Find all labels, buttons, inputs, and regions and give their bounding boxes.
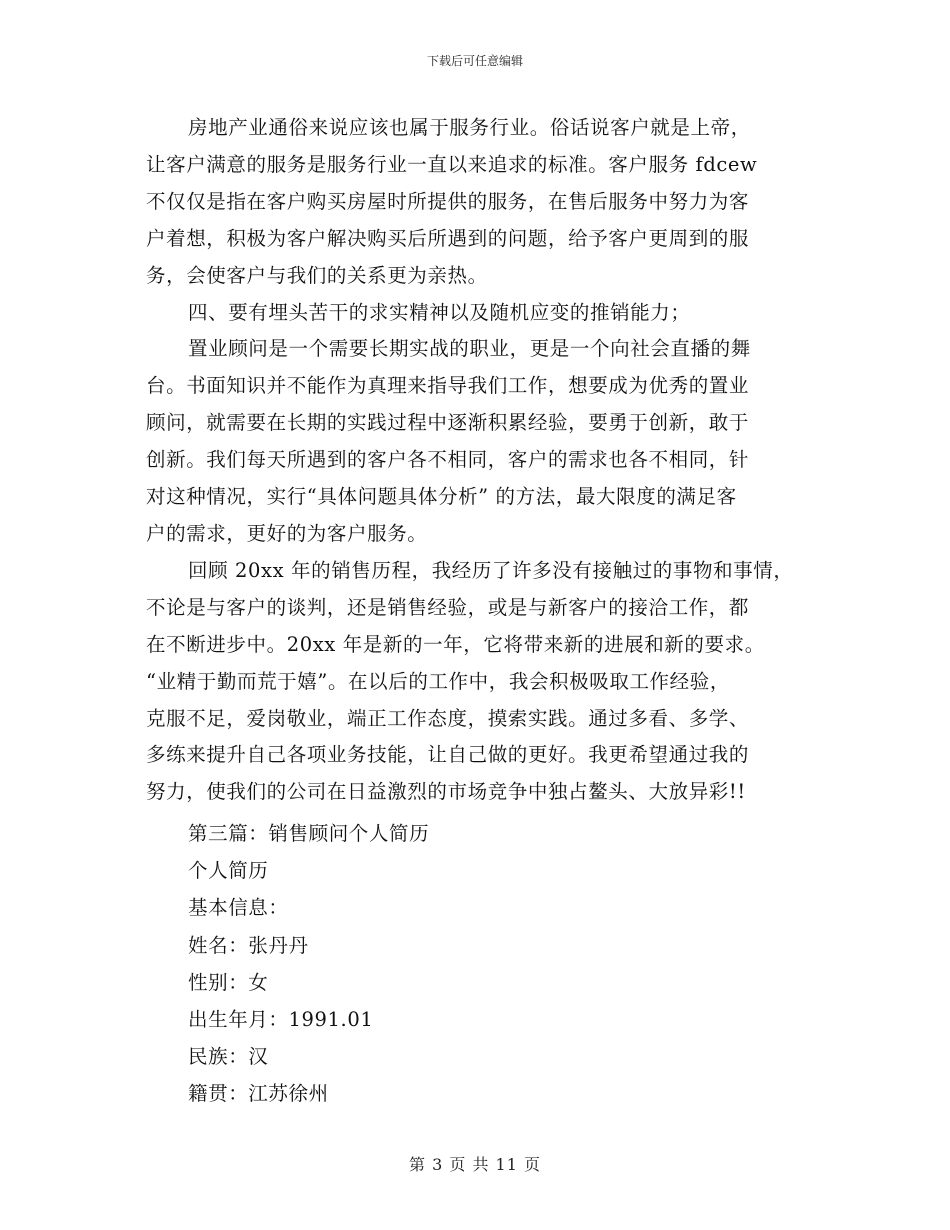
text-line: 创新。我们每天所遇到的客户各不相同，客户的需求也各不相同，针	[146, 448, 750, 472]
paragraph-customer-service	[146, 110, 826, 295]
resume-birth: 出生年月：1991.01	[188, 1008, 374, 1032]
resume-title: 个人简历	[188, 859, 269, 883]
paragraph-review	[146, 553, 826, 811]
section-title: 第三篇：销售顾问个人简历	[188, 822, 430, 845]
text-line: 回顾 20xx 年的销售历程，我经历了许多没有接触过的事物和事情，	[188, 558, 794, 582]
text-line: “业精于勤而荒于嬉”。在以后的工作中，我会积极吸取工作经验，	[146, 669, 730, 693]
text-line: 让客户满意的服务是服务行业一直以来追求的标准。客户服务 fdcew	[146, 152, 758, 176]
resume-ethnicity: 民族：汉	[188, 1045, 269, 1069]
text-line: 务，会使客户与我们的关系更为亲热。	[146, 263, 488, 287]
resume-section	[188, 815, 788, 1113]
text-line: 置业顾问是一个需要长期实战的职业，更是一个向社会直播的舞	[188, 337, 751, 361]
resume-native-place: 籍贯：江苏徐州	[188, 1082, 329, 1106]
page-header: 下载后可任意编辑	[426, 54, 523, 68]
text-line: 在不断进步中。20xx 年是新的一年，它将带来新的进展和新的要求。	[146, 632, 765, 656]
paragraph-consultant	[146, 331, 826, 552]
document-body	[146, 110, 826, 811]
text-line: 不论是与客户的谈判，还是销售经验，或是与新客户的接洽工作，都	[146, 595, 750, 619]
text-line: 四、要有埋头苦干的求实精神以及随机应变的推销能力；	[188, 300, 691, 324]
basic-info-label: 基本信息：	[188, 896, 289, 920]
text-line: 户着想，积极为客户解决购买后所遇到的问题，给予客户更周到的服	[146, 226, 750, 250]
text-line: 多练来提升自己各项业务技能，让自己做的更好。我更希望通过我的	[146, 743, 750, 767]
text-line: 顾问，就需要在长期的实践过程中逐渐积累经验，要勇于创新，敢于	[146, 411, 750, 435]
text-line: 克服不足，爱岗敬业，端正工作态度，摸索实践。通过多看、多学、	[146, 706, 750, 730]
text-line: 努力，使我们的公司在日益激烈的市场竞争中独占鳌头、大放异彩!!	[146, 780, 746, 804]
page-number: 第 3 页 共 11 页	[409, 1155, 541, 1174]
text-line: 台。书面知识并不能作为真理来指导我们工作，想要成为优秀的置业	[146, 374, 750, 398]
text-line: 户的需求，更好的为客户服务。	[146, 521, 428, 545]
text-line: 房地产业通俗来说应该也属于服务行业。俗话说客户就是上帝，	[188, 116, 751, 139]
resume-name: 姓名：张丹丹	[188, 933, 309, 957]
paragraph-heading-four	[146, 295, 826, 332]
text-line: 对这种情况，实行“具体问题具体分析” 的方法，最大限度的满足客	[146, 485, 737, 509]
text-line: 不仅仅是指在客户购买房屋时所提供的服务，在售后服务中努力为客	[146, 189, 750, 213]
resume-gender: 性别：女	[188, 970, 269, 994]
